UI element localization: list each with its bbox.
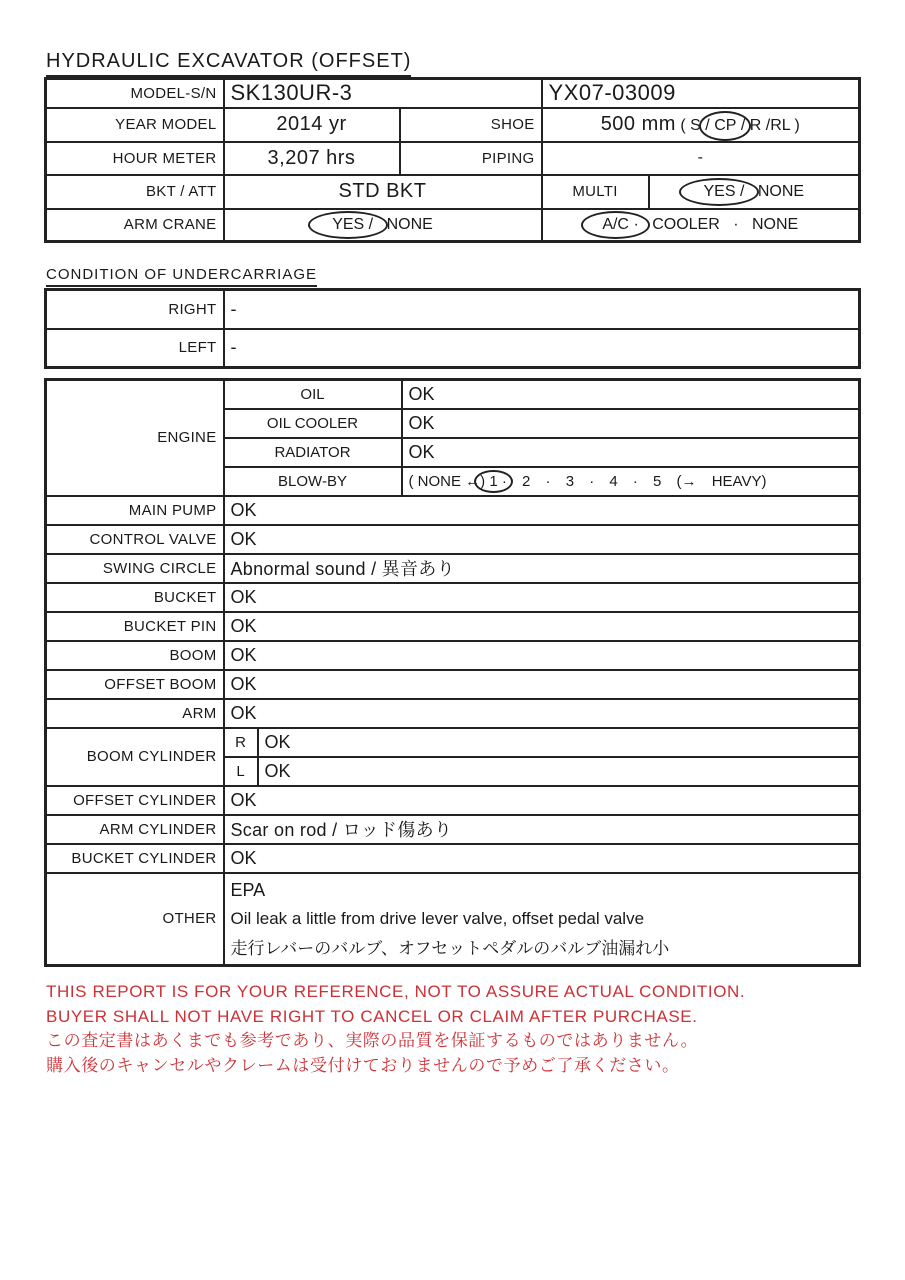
shoe-options-post: / R /RL ) <box>740 117 800 134</box>
undercarriage-table <box>44 288 861 369</box>
undercarriage-right-value: - <box>224 290 860 329</box>
disclaimer-line: BUYER SHALL NOT HAVE RIGHT TO CANCEL OR CLAIM AFTER PURCHASE. <box>46 1006 698 1026</box>
bkt-att-label: BKT / ATT <box>46 175 224 209</box>
shoe-selected-option: CP <box>714 117 737 134</box>
model-sn-label: MODEL-S/N <box>46 79 224 108</box>
table-row <box>46 786 860 815</box>
table-row <box>46 380 860 409</box>
engine-label: ENGINE <box>46 380 224 496</box>
boom-cylinder-r-label: R <box>224 728 258 757</box>
engine-oil-label: OIL <box>224 380 402 409</box>
arm-crane-other-options: / NONE <box>368 215 433 233</box>
other-line-english: Oil leak a little from drive lever valve, offset pedal valve <box>230 908 645 928</box>
boom-cylinder-l-label: L <box>224 757 258 786</box>
engine-radiator-value: OK <box>402 438 860 467</box>
bucket-value: OK <box>224 583 860 612</box>
other-line-epa: EPA <box>230 879 266 900</box>
table-row <box>46 142 860 175</box>
arm-crane-selected-option: YES <box>332 215 365 233</box>
offset-boom-value: OK <box>224 670 860 699</box>
boom-cylinder-l-value: OK <box>258 757 860 786</box>
blowby-scale-pre: ( NONE ←) <box>408 472 486 490</box>
table-row <box>46 496 860 525</box>
boom-label: BOOM <box>46 641 224 670</box>
arm-cylinder-label: ARM CYLINDER <box>46 815 224 844</box>
piping-label: PIPING <box>400 142 542 175</box>
undercarriage-left-label: LEFT <box>46 329 224 368</box>
table-row <box>46 844 860 873</box>
engine-oil-cooler-value: OK <box>402 409 860 438</box>
table-row <box>46 699 860 728</box>
undercarriage-right-label: RIGHT <box>46 290 224 329</box>
bucket-cylinder-value: OK <box>224 844 860 873</box>
offset-boom-label: OFFSET BOOM <box>46 670 224 699</box>
ac-selected-option: A/C <box>602 215 629 233</box>
offset-cylinder-value: OK <box>224 786 860 815</box>
blowby-scale-post: · 2 · 3 · 4 · 5 (→ HEAVY) <box>501 472 767 490</box>
serial-number-value: YX07-03009 <box>542 79 860 108</box>
hour-meter-label: HOUR METER <box>46 142 224 175</box>
swing-circle-value: Abnormal sound / 異音あり <box>224 554 860 583</box>
ac-cooler-cell <box>542 209 860 242</box>
shoe-value-cell <box>542 108 860 142</box>
engine-oil-cooler-label: OIL COOLER <box>224 409 402 438</box>
engine-blowby-scale <box>402 467 860 496</box>
page-title: HYDRAULIC EXCAVATOR (OFFSET) <box>46 50 411 77</box>
table-row <box>46 209 860 242</box>
table-row <box>46 873 860 966</box>
arm-value: OK <box>224 699 860 728</box>
disclaimer-line: THIS REPORT IS FOR YOUR REFERENCE, NOT TO ASSURE ACTUAL CONDITION. <box>46 982 746 1001</box>
table-row <box>46 525 860 554</box>
table-row <box>46 290 860 329</box>
arm-crane-label: ARM CRANE <box>46 209 224 242</box>
disclaimer-line: 購入後のキャンセルやクレームは受付けておりませんので予めご了承ください。 <box>46 1055 680 1075</box>
table-row <box>46 554 860 583</box>
multi-other-options: / NONE <box>739 182 805 200</box>
blowby-selected-level: 1 <box>489 472 498 490</box>
undercarriage-left-value: - <box>224 329 860 368</box>
arm-crane-value-cell <box>224 209 542 242</box>
bucket-label: BUCKET <box>46 583 224 612</box>
other-label: OTHER <box>46 873 224 966</box>
table-row <box>46 108 860 142</box>
shoe-size-value: 500 mm <box>600 113 676 135</box>
offset-cylinder-label: OFFSET CYLINDER <box>46 786 224 815</box>
engine-blowby-label: BLOW-BY <box>224 467 402 496</box>
multi-value-cell <box>649 175 860 209</box>
table-row <box>46 79 860 108</box>
condition-table <box>44 378 861 967</box>
boom-value: OK <box>224 641 860 670</box>
table-row <box>46 175 860 209</box>
table-row <box>46 641 860 670</box>
bucket-pin-label: BUCKET PIN <box>46 612 224 641</box>
year-model-value: 2014 yr <box>224 108 400 142</box>
disclaimer-block <box>46 980 866 1078</box>
table-row <box>46 329 860 368</box>
arm-label: ARM <box>46 699 224 728</box>
multi-label: MULTI <box>542 175 649 209</box>
bucket-cylinder-label: BUCKET CYLINDER <box>46 844 224 873</box>
other-line-japanese: 走行レバーのバルブ、オフセットペダルのバルブ油漏れ小 <box>230 938 670 958</box>
other-value-cell <box>224 873 860 966</box>
engine-oil-value: OK <box>402 380 860 409</box>
hour-meter-value: 3,207 hrs <box>224 142 400 175</box>
main-pump-value: OK <box>224 496 860 525</box>
boom-cylinder-r-value: OK <box>258 728 860 757</box>
shoe-options-pre: ( S / <box>680 117 710 134</box>
table-row <box>46 728 860 757</box>
shoe-label: SHOE <box>400 108 542 142</box>
swing-circle-label: SWING CIRCLE <box>46 554 224 583</box>
bucket-pin-value: OK <box>224 612 860 641</box>
boom-cylinder-label: BOOM CYLINDER <box>46 728 224 786</box>
machine-info-table <box>44 77 861 243</box>
table-row <box>46 583 860 612</box>
arm-cylinder-value: Scar on rod / ロッド傷あり <box>224 815 860 844</box>
ac-other-options: · COOLER · NONE <box>633 215 799 233</box>
bkt-att-value: STD BKT <box>224 175 542 209</box>
table-row <box>46 612 860 641</box>
disclaimer-line: この査定書はあくまでも参考であり、実際の品質を保証するものではありません。 <box>46 1031 699 1050</box>
year-model-label: YEAR MODEL <box>46 108 224 142</box>
undercarriage-heading: CONDITION OF UNDERCARRIAGE <box>46 266 317 287</box>
main-pump-label: MAIN PUMP <box>46 496 224 525</box>
multi-selected-option: YES <box>703 182 736 200</box>
control-valve-value: OK <box>224 525 860 554</box>
table-row <box>46 815 860 844</box>
piping-value: - <box>542 142 860 175</box>
engine-radiator-label: RADIATOR <box>224 438 402 467</box>
control-valve-label: CONTROL VALVE <box>46 525 224 554</box>
model-value: SK130UR-3 <box>224 79 542 108</box>
table-row <box>46 670 860 699</box>
